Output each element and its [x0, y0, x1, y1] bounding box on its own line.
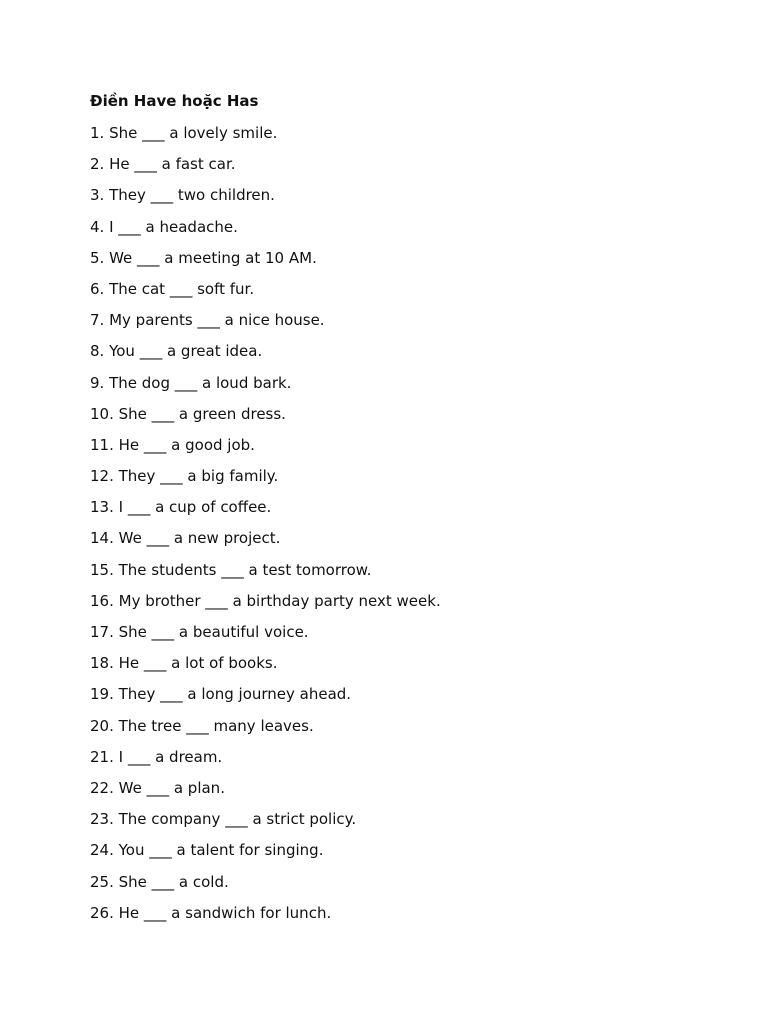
- exercise-item: 4. I ___ a headache.: [90, 217, 238, 236]
- exercise-item: 25. She ___ a cold.: [90, 872, 229, 891]
- exercise-item: 15. The students ___ a test tomorrow.: [90, 560, 372, 579]
- exercise-item: 6. The cat ___ soft fur.: [90, 279, 255, 298]
- exercise-item: 7. My parents ___ a nice house.: [90, 311, 325, 330]
- exercise-item: 24. You ___ a talent for singing.: [90, 841, 324, 860]
- worksheet: [90, 91, 710, 934]
- exercise-item: 23. The company ___ a strict policy.: [90, 810, 357, 829]
- exercise-item: 16. My brother ___ a birthday party next week.: [90, 591, 441, 610]
- exercise-item: 5. We ___ a meeting at 10 AM.: [90, 248, 317, 267]
- exercise-item: 17. She ___ a beautiful voice.: [90, 623, 309, 641]
- exercise-item: 11. He ___ a good job.: [90, 435, 255, 454]
- exercise-item: 22. We ___ a plan.: [90, 778, 225, 797]
- exercise-item: 8. You ___ a great idea.: [90, 342, 263, 361]
- exercise-item: 12. They ___ a big family.: [90, 467, 279, 486]
- exercise-item: 21. I ___ a dream.: [90, 747, 223, 766]
- worksheet-title: Điền Have hoặc Has: [90, 92, 259, 110]
- exercise-item: 18. He ___ a lot of books.: [90, 654, 278, 673]
- exercise-item: 2. He ___ a fast car.: [90, 155, 236, 174]
- exercise-item: 1. She ___ a lovely smile.: [90, 124, 278, 142]
- exercise-item: 13. I ___ a cup of coffee.: [90, 498, 272, 517]
- exercise-item: 14. We ___ a new project.: [90, 529, 281, 548]
- exercise-item: 26. He ___ a sandwich for lunch.: [90, 903, 332, 922]
- exercise-item: 20. The tree ___ many leaves.: [90, 716, 314, 735]
- exercise-item: 10. She ___ a green dress.: [90, 404, 286, 423]
- exercise-list: [90, 123, 710, 923]
- exercise-item: 3. They ___ two children.: [90, 186, 275, 205]
- exercise-item: 9. The dog ___ a loud bark.: [90, 373, 292, 392]
- exercise-item: 19. They ___ a long journey ahead.: [90, 685, 352, 704]
